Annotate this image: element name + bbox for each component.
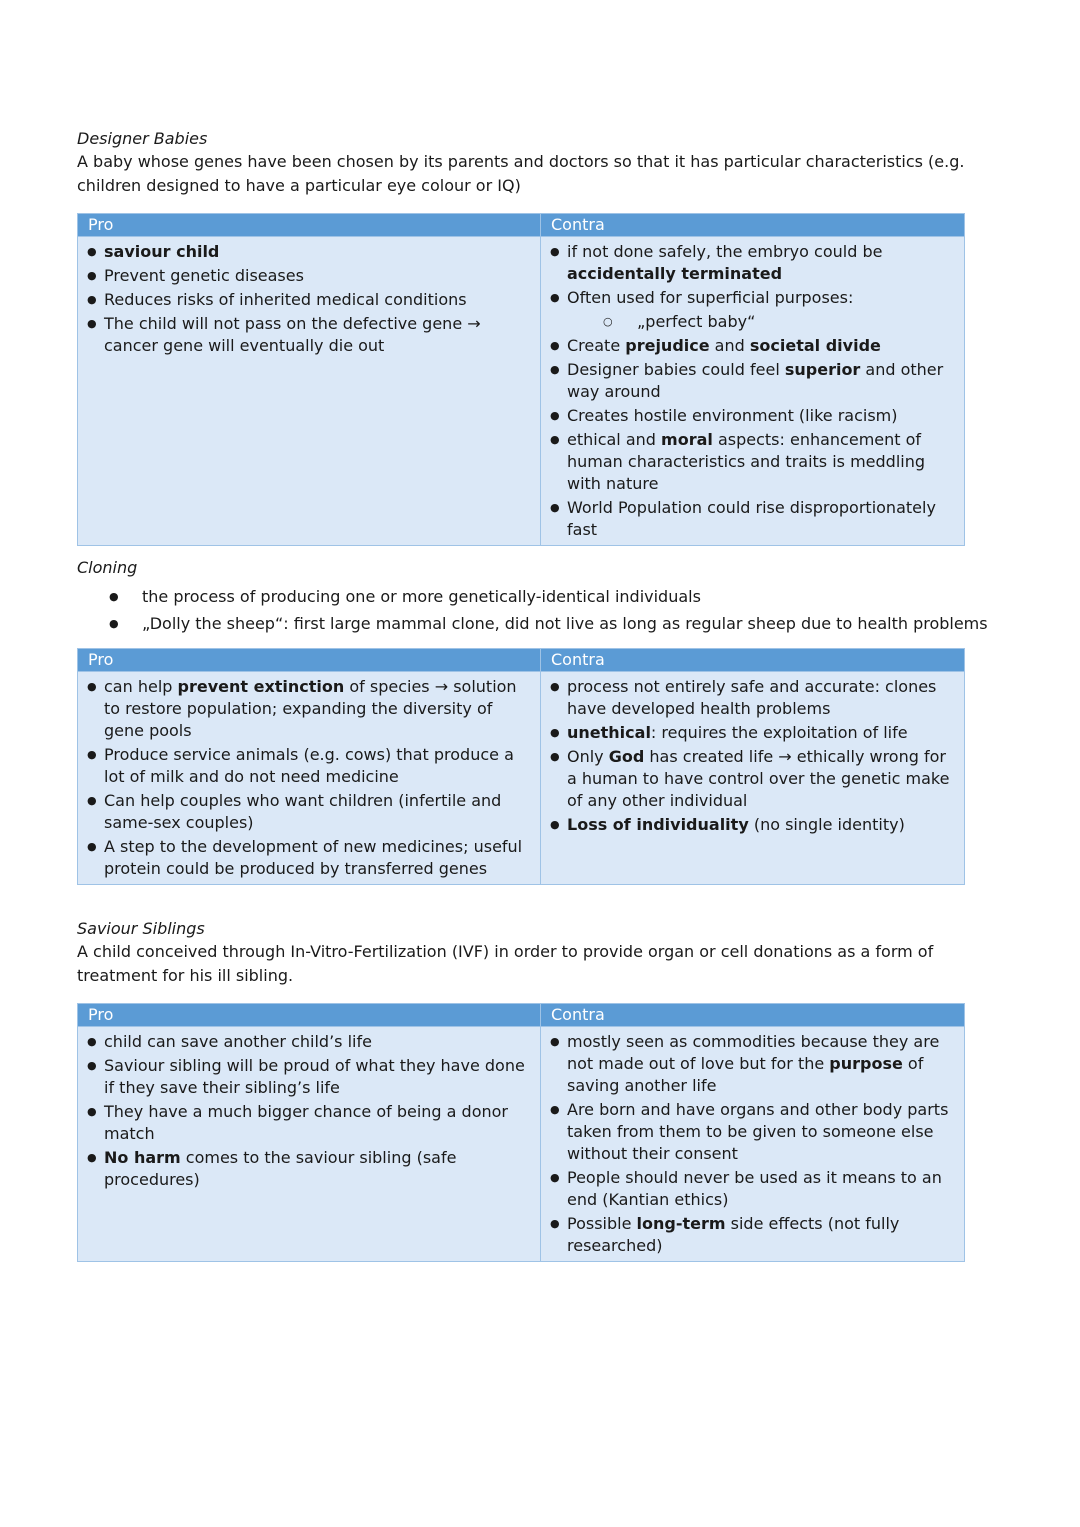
pro-cell	[78, 237, 541, 546]
list-item: ● mostly seen as commodities because they are not made out of love but for the purpose of saving another life	[547, 1031, 958, 1097]
list-item: ● Saviour sibling will be proud of what they have done if they save their sibling’s life	[84, 1055, 534, 1099]
list-item: ● Are born and have organs and other body parts taken from them to be given to someone else without their consent	[547, 1099, 958, 1165]
list-item: ● the process of producing one or more genetically-identical individuals	[77, 583, 1017, 610]
list-item: ● People should never be used as it means to an end (Kantian ethics)	[547, 1167, 958, 1211]
contra-cell	[541, 237, 965, 546]
list-item: ● can help prevent extinction of species → solution to restore population; expanding the diversity of gene pools	[84, 676, 534, 742]
contra-header: Contra	[541, 649, 965, 672]
cloning-table	[77, 648, 965, 885]
list-item: ● No harm comes to the saviour sibling (safe procedures)	[84, 1147, 534, 1191]
pro-cell	[78, 672, 541, 885]
list-item: ● child can save another child’s life	[84, 1031, 534, 1053]
list-item: ● Create prejudice and societal divide	[547, 335, 958, 357]
contra-header: Contra	[541, 214, 965, 237]
cloning-section	[77, 557, 1017, 637]
cloning-bullets	[77, 583, 1017, 637]
section-definition: A child conceived through In-Vitro-Fertilization (IVF) in order to provide organ or cell donations as a form of treatment for his ill sibling.	[77, 942, 934, 985]
list-item: ● unethical: requires the exploitation of life	[547, 722, 958, 744]
section-title: Designer Babies	[77, 129, 208, 148]
contra-header: Contra	[541, 1004, 965, 1027]
designer-babies-section	[77, 128, 1017, 198]
list-item: ● process not entirely safe and accurate: clones have developed health problems	[547, 676, 958, 720]
list-item: ● Only God has created life → ethically wrong for a human to have control over the genetic make of any other individual	[547, 746, 958, 812]
list-item: ● saviour child	[84, 241, 534, 263]
section-definition: A baby whose genes have been chosen by its parents and doctors so that it has particular characteristics (e.g. children designed to have a particular eye colour or IQ)	[77, 152, 965, 195]
list-item: ● Designer babies could feel superior and other way around	[547, 359, 958, 403]
contra-cell	[541, 1027, 965, 1262]
pro-header: Pro	[78, 214, 541, 237]
list-item: ● Possible long-term side effects (not fully researched)	[547, 1213, 958, 1257]
section-title: Saviour Siblings	[77, 919, 205, 938]
list-item: ○ „perfect baby“	[547, 311, 958, 333]
list-item: ● Produce service animals (e.g. cows) that produce a lot of milk and do not need medicine	[84, 744, 534, 788]
list-item: ● ethical and moral aspects: enhancement of human characteristics and traits is meddling with nature	[547, 429, 958, 495]
list-item: ● They have a much bigger chance of being a donor match	[84, 1101, 534, 1145]
designer-babies-table	[77, 213, 965, 546]
list-item: ● A step to the development of new medicines; useful protein could be produced by transferred genes	[84, 836, 534, 880]
list-item: ● Often used for superficial purposes:	[547, 287, 958, 309]
contra-cell	[541, 672, 965, 885]
list-item: ● The child will not pass on the defective gene → cancer gene will eventually die out	[84, 313, 534, 357]
list-item: ● „Dolly the sheep“: first large mammal clone, did not live as long as regular sheep due to health problems	[77, 610, 1017, 637]
list-item: ● World Population could rise disproportionately fast	[547, 497, 958, 541]
pro-header: Pro	[78, 1004, 541, 1027]
saviour-siblings-table	[77, 1003, 965, 1262]
list-item: ● Creates hostile environment (like racism)	[547, 405, 958, 427]
pro-header: Pro	[78, 649, 541, 672]
section-title: Cloning	[77, 558, 138, 577]
pro-cell	[78, 1027, 541, 1262]
saviour-siblings-section	[77, 918, 1017, 988]
list-item: ● Reduces risks of inherited medical conditions	[84, 289, 534, 311]
list-item: ● Loss of individuality (no single identity)	[547, 814, 958, 836]
list-item: ● if not done safely, the embryo could be accidentally terminated	[547, 241, 958, 285]
list-item: ● Prevent genetic diseases	[84, 265, 534, 287]
list-item: ● Can help couples who want children (infertile and same-sex couples)	[84, 790, 534, 834]
